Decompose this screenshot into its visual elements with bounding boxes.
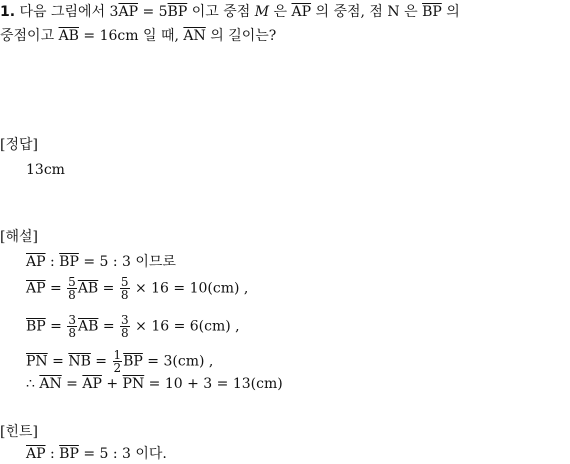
numerator: 1: [113, 348, 122, 362]
segment-ab: $\overline{AB}$: [78, 318, 99, 335]
explanation-line-1: [26, 253, 176, 271]
fraction: [120, 276, 130, 301]
problem-text: 의: [446, 4, 460, 20]
explanation-line-4: [26, 349, 213, 374]
math-text: = 3(cm) ,: [142, 353, 214, 370]
segment-an: $\overline{AN}$: [39, 376, 62, 392]
segment-ap: $\overline{AP}$: [82, 376, 102, 392]
denominator: 8: [121, 326, 129, 340]
fraction: [67, 314, 77, 339]
problem-text: 다음 그림에서 3: [19, 4, 119, 20]
point-m: M: [254, 4, 270, 20]
numerator: 3: [121, 313, 129, 327]
denominator: 2: [113, 361, 122, 375]
problem-text: 이고 중점: [191, 4, 251, 20]
segment-ap: $\overline{AP}$: [291, 4, 312, 20]
problem-text: 의 길이는?: [210, 28, 277, 44]
math-text: = 5 : 3 이므로: [78, 254, 176, 270]
answer-value: 13cm: [26, 162, 65, 178]
math-text: × 16 = 10(cm) ,: [130, 280, 249, 297]
math-text: =: [47, 353, 69, 370]
problem-line-1: [0, 3, 460, 21]
segment-bp: $\overline{BP}$: [59, 254, 79, 270]
math-text: =: [98, 318, 120, 335]
numerator: 5: [120, 275, 129, 289]
math-text: +: [101, 376, 123, 392]
segment-ap: $\overline{AP}$: [26, 254, 46, 270]
denominator: 8: [68, 288, 76, 302]
hint-label: [힌트]: [0, 424, 38, 440]
segment-pn: $\overline{PN}$: [26, 353, 48, 370]
problem-text: = 16cm 일 때,: [83, 28, 179, 44]
math-text: =: [61, 376, 83, 392]
numerator: 3: [68, 313, 76, 327]
problem-text: 중점이고: [0, 28, 55, 44]
therefore-symbol: ∴: [26, 376, 40, 392]
segment-bp: $\overline{BP}$: [422, 4, 442, 20]
segment-ab: $\overline{AB}$: [77, 280, 99, 297]
segment-ap: $\overline{AP}$: [118, 4, 138, 20]
math-text: =: [45, 318, 67, 335]
fraction: [120, 314, 130, 339]
fraction: [113, 349, 123, 374]
problem-number: 1.: [0, 4, 16, 20]
math-text: =: [98, 280, 119, 297]
denominator: 8: [120, 288, 129, 302]
hint-line: [26, 445, 167, 463]
explanation-line-3: [26, 314, 240, 339]
segment-bp: $\overline{BP}$: [59, 446, 79, 462]
segment-ab: $\overline{AB}$: [58, 28, 79, 44]
answer-label: [정답]: [0, 137, 38, 153]
segment-bp: $\overline{BP}$: [167, 4, 188, 20]
segment-ap: $\overline{AP}$: [26, 280, 46, 297]
segment-bp: $\overline{BP}$: [26, 318, 46, 335]
fraction: [67, 276, 77, 301]
problem-line-2: [0, 27, 276, 45]
math-text: :: [45, 446, 60, 462]
segment-ap: $\overline{AP}$: [26, 446, 46, 462]
math-text: = 10 + 3 = 13(cm): [144, 376, 283, 392]
problem-text: 의 중점, 점 N 은: [315, 4, 418, 20]
segment-pn: $\overline{PN}$: [122, 376, 145, 392]
segment-bp: $\overline{BP}$: [123, 353, 143, 370]
segment-an: $\overline{AN}$: [183, 28, 206, 44]
segment-nb: $\overline{NB}$: [68, 353, 91, 370]
math-text: :: [45, 254, 60, 270]
math-text: =: [90, 353, 112, 370]
math-text: = 5 : 3 이다.: [78, 446, 167, 462]
explanation-label: [해설]: [0, 229, 38, 245]
problem-text: = 5: [142, 4, 168, 20]
numerator: 5: [68, 275, 76, 289]
math-text: =: [45, 280, 67, 297]
denominator: 8: [68, 326, 76, 340]
problem-text: 은: [273, 4, 288, 20]
math-text: × 16 = 6(cm) ,: [130, 318, 240, 335]
explanation-line-5: [26, 375, 283, 393]
explanation-line-2: [26, 276, 248, 301]
